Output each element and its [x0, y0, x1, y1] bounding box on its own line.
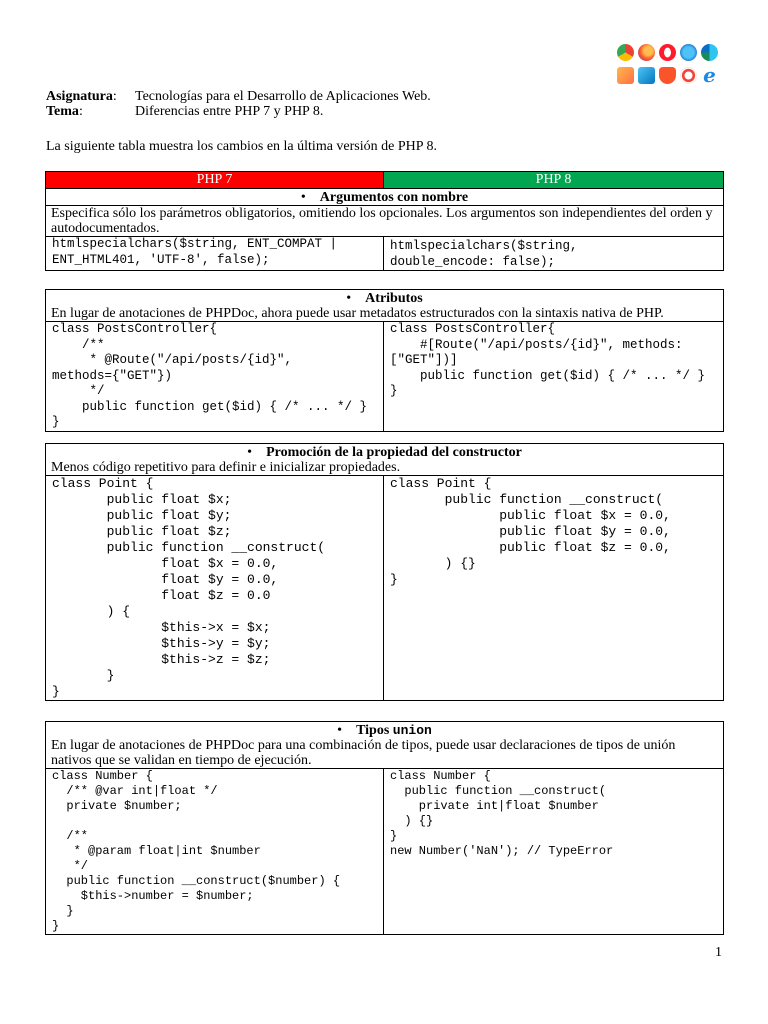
safari-icon	[680, 44, 697, 61]
browser-logos	[617, 44, 727, 90]
comparison-table-named-arguments	[45, 171, 724, 271]
section-description: En lugar de anotaciones de PHPDoc, ahora puede usar metadatos estructurados con la sintaxis nativa de PHP.	[46, 306, 724, 322]
php8-code: class Point { public function __construct( public float $x = 0.0, public float $y = 0.0, public float $z = 0.0, ) {} }	[384, 476, 724, 701]
section-title: • Tipos union	[46, 722, 724, 739]
comparison-table-union-types	[45, 721, 724, 935]
section-title: • Atributos	[46, 290, 724, 307]
asignatura-value: Tecnologías para el Desarrollo de Aplicaciones Web.	[135, 89, 431, 104]
firefox-icon	[638, 44, 655, 61]
ie-icon: e	[703, 63, 716, 87]
php8-header: PHP 8	[384, 172, 724, 189]
chrome-icon	[617, 44, 634, 61]
tema-value: Diferencias entre PHP 7 y PHP 8.	[135, 104, 324, 119]
php7-code: class Number { /** @var int|float */ private $number; /** * @param float|int $number */ public function __construct($number) { $this->number = $number; } }	[46, 769, 384, 935]
php7-code: htmlspecialchars($string, ENT_COMPAT | ENT_HTML401, 'UTF-8', false);	[46, 237, 384, 271]
section-description: Menos código repetitivo para definir e inicializar propiedades.	[46, 460, 724, 476]
section-description: Especifica sólo los parámetros obligatorios, omitiendo los opcionales. Los argumentos son independientes del orden y autodocumentados.	[46, 206, 724, 237]
php8-code: class PostsController{ #[Route("/api/posts/{id}", methods: ["GET"])] public function get($id) { /* ... */ } }	[384, 322, 724, 432]
section-title: • Promoción de la propiedad del constructor	[46, 444, 724, 461]
android-browser-icon	[617, 67, 634, 84]
document-metadata: Asignatura: Tecnologías para el Desarrollo de Aplicaciones Web. Tema: Diferencias entre PHP 7 y PHP 8.	[46, 89, 431, 119]
section-title: • Argumentos con nombre	[46, 189, 724, 206]
intro-paragraph: La siguiente tabla muestra los cambios en la última versión de PHP 8.	[46, 139, 438, 154]
section-description: En lugar de anotaciones de PHPDoc para una combinación de tipos, puede usar declaraciones de tipos de unión nativos que se validan en tiempo de ejecución.	[46, 738, 724, 769]
php7-code: class Point { public float $x; public float $y; public float $z; public function __construct( float $x = 0.0, float $y = 0.0, float $z = 0.0 ) { $this->x = $x; $this->y = $y; $this->z = $z; } }	[46, 476, 384, 701]
php8-code: class Number { public function __construct( private int|float $number ) {} } new Number('NaN'); // TypeError	[384, 769, 724, 935]
chromium-icon	[638, 67, 655, 84]
opera-icon	[659, 44, 676, 61]
php7-header: PHP 7	[46, 172, 384, 189]
page-number: 1	[715, 945, 722, 960]
tema-label: Tema	[46, 104, 79, 119]
brave-icon	[659, 67, 676, 84]
comparison-table-constructor-promotion	[45, 443, 724, 701]
yandex-icon	[680, 67, 697, 84]
edge-icon	[701, 44, 718, 61]
php8-code: htmlspecialchars($string, double_encode: false);	[384, 237, 724, 271]
asignatura-label: Asignatura	[46, 89, 113, 104]
comparison-table-attributes	[45, 289, 724, 432]
php7-code: class PostsController{ /** * @Route("/api/posts/{id}", methods={"GET"}) */ public function get($id) { /* ... */ } }	[46, 322, 384, 432]
